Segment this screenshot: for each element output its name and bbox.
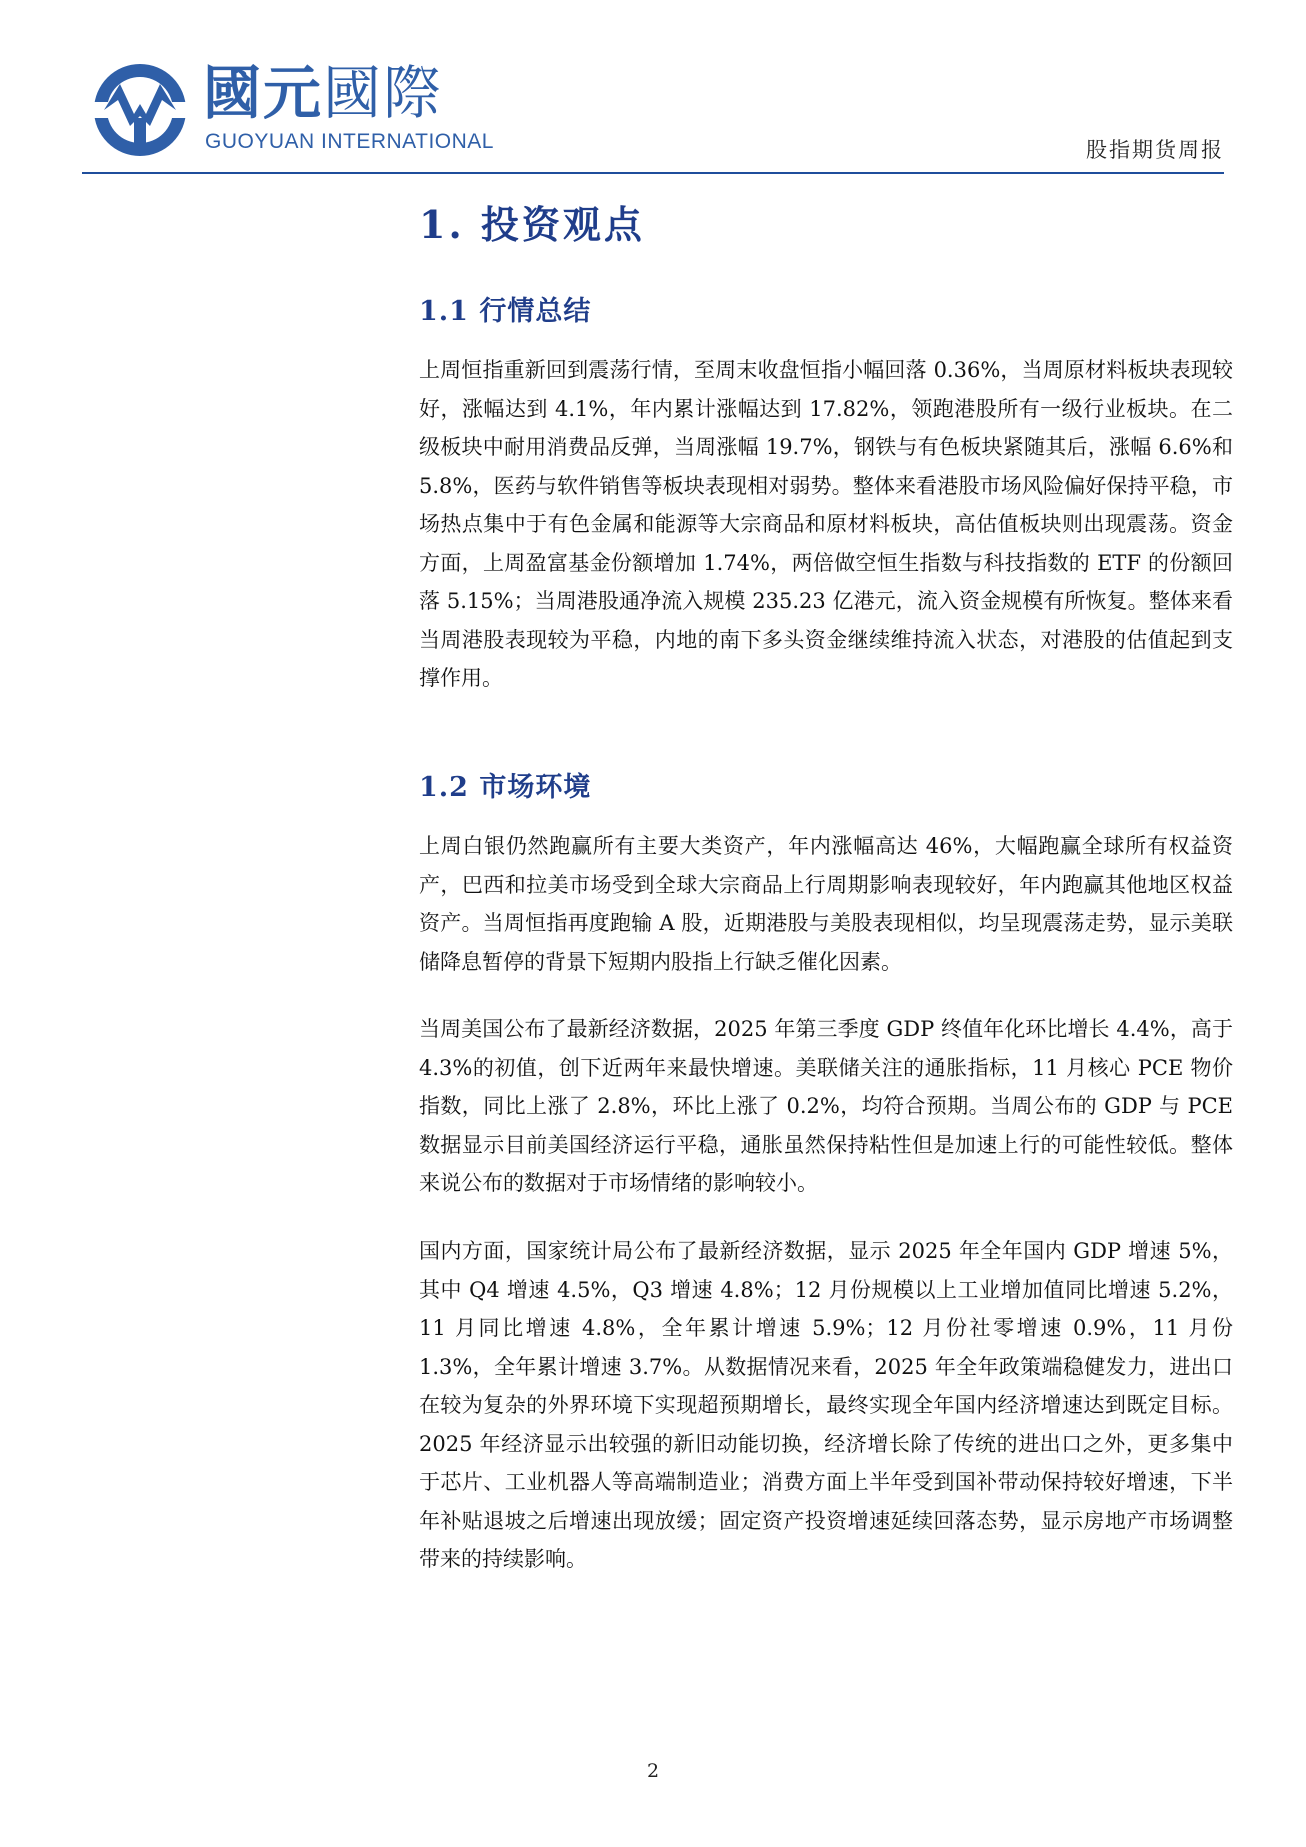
paragraph-market-summary: 上周恒指重新回到震荡行情，至周末收盘恒指小幅回落 0.36%，当周原材料板块表现较好，涨幅达到 4.1%，年内累计涨幅达到 17.82%，领跑港股所有一级行业板块。在二级板块中耐用消费品反弹，当周涨幅 19.7%，钢铁与有色板块紧随其后，涨幅 6.6%和 5.8%，医药与软件销售等板块表现相对弱势。整体来看港股市场风险偏好保持平稳，市场热点集中于有色金属和能源等大宗商品和原材料板块，高估值板块则出现震荡。资金方面，上周盈富基金份额增加 1.74%，两倍做空恒生指数与科技指数的 ETF 的份额回落 5.15%；当周港股通净流入规模 235.23 亿港元，流入资金规模有所恢复。整体来看当周港股表现较为平稳，内地的南下多头资金继续维持流入状态，对港股的估值起到支撑作用。 [419, 358, 1233, 690]
report-type-label: 股指期货周报 [1086, 138, 1224, 162]
paragraph-us-economy: 当周美国公布了最新经济数据，2025 年第三季度 GDP 终值年化环比增长 4.4%，高于 4.3%的初值，创下近两年来最快增速。美联储关注的通胀指标，11 月核心 PCE 物价指数，同比上涨了 2.8%，环比上涨了 0.2%，均符合预期。当周公布的 GDP 与 PCE 数据显示目前美国经济运行平稳，通胀虽然保持粘性但是加速上行的可能性较低。整体来说公布的数据对于市场情绪的影响较小。 [419, 1017, 1233, 1195]
section-heading-1-1: 1.1 行情总结 [419, 296, 592, 327]
section-heading-1: 1. 投资观点 [419, 202, 645, 247]
page-header [0, 0, 1306, 180]
logo-cn-text [203, 59, 444, 127]
page-number: 2 [646, 1760, 660, 1782]
logo-cn-bold: 國元 [203, 59, 324, 127]
paragraph-global-assets: 上周白银仍然跑赢所有主要大类资产，年内涨幅高达 46%，大幅跑赢全球所有权益资产，巴西和拉美市场受到全球大宗商品上行周期影响表现较好，年内跑赢其他地区权益资产。当周恒指再度跑输 A 股，近期港股与美股表现相似，均呈现震荡走势，显示美联储降息暂停的背景下短期内股指上行缺乏催化因素。 [419, 834, 1233, 974]
logo-cn-thin: 國際 [323, 59, 444, 127]
section-heading-1-2: 1.2 市场环境 [419, 772, 592, 803]
header-divider [82, 172, 1224, 174]
logo-en-text: GUOYUAN INTERNATIONAL [205, 130, 494, 153]
guoyuan-logo-icon [90, 60, 190, 160]
paragraph-domestic-economy: 国内方面，国家统计局公布了最新经济数据，显示 2025 年全年国内 GDP 增速 5%，其中 Q4 增速 4.5%，Q3 增速 4.8%；12 月份规模以上工业增加值同比增速 5.2%，11 月同比增速 4.8%，全年累计增速 5.9%；12 月份社零增速 0.9%，11 月份 1.3%，全年累计增速 3.7%。从数据情况来看，2025 年全年政策端稳健发力，进出口在较为复杂的外界环境下实现超预期增长，最终实现全年国内经济增速达到既定目标。2025 年经济显示出较强的新旧动能切换，经济增长除了传统的进出口之外，更多集中于芯片、工业机器人等高端制造业；消费方面上半年受到国补带动保持较好增速，下半年补贴退坡之后增速出现放缓；固定资产投资增速延续回落态势，显示房地产市场调整带来的持续影响。 [419, 1239, 1233, 1571]
